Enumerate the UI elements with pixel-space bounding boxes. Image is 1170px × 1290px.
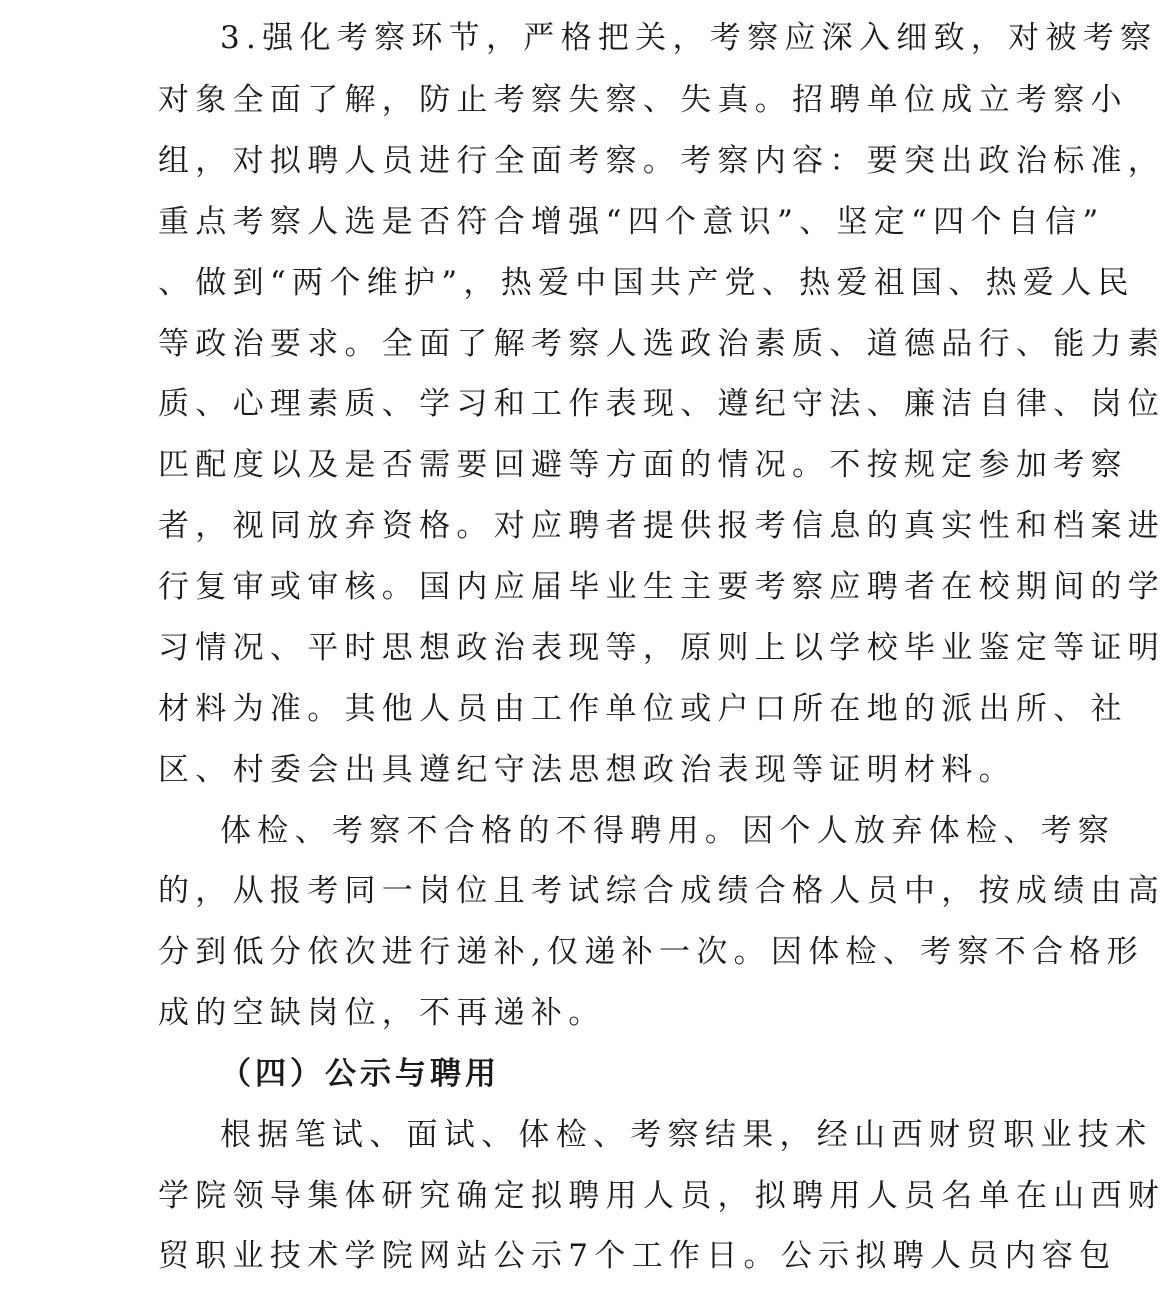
paragraph-line: 对象全面了解，防止考察失察、失真。招聘单位成立考察小 — [158, 82, 1128, 118]
paragraph-line: 的，从报考同一岗位且考试综合成绩合格人员中，按成绩由高 — [158, 873, 1166, 909]
paragraph-line: 、做到“两个维护”，热爱中国共产党、热爱祖国、热爱人民 — [158, 265, 1135, 301]
paragraph-line: 贸职业技术学院网站公示7个工作日。公示拟聘人员内容包 — [158, 1238, 1117, 1274]
paragraph-line: 等政治要求。全面了解考察人选政治素质、道德品行、能力素 — [158, 326, 1166, 362]
paragraph-line: 行复审或审核。国内应届毕业生主要考察应聘者在校期间的学 — [158, 569, 1166, 605]
paragraph-line: 体检、考察不合格的不得聘用。因个人放弃体检、考察 — [220, 813, 1116, 849]
paragraph-line: 学院领导集体研究确定拟聘用人员，拟聘用人员名单在山西财 — [158, 1178, 1166, 1214]
paragraph-line: 3.强化考察环节，严格把关，考察应深入细致，对被考察 — [220, 20, 1158, 56]
paragraph-line: 者，视同放弃资格。对应聘者提供报考信息的真实性和档案进 — [158, 508, 1166, 544]
paragraph-line: 重点考察人选是否符合增强“四个意识”、坚定“四个自信” — [158, 204, 1105, 240]
section-heading: （四）公示与聘用 — [220, 1056, 500, 1092]
paragraph-line: 质、心理素质、学习和工作表现、遵纪守法、廉洁自律、岗位 — [158, 386, 1166, 422]
paragraph-line: 材料为准。其他人员由工作单位或户口所在地的派出所、社 — [158, 691, 1128, 727]
paragraph-line: 组，对拟聘人员进行全面考察。考察内容：要突出政治标准， — [158, 143, 1166, 179]
paragraph-line: 分到低分依次进行递补,仅递补一次。因体检、考察不合格形 — [158, 934, 1144, 970]
paragraph-line: 根据笔试、面试、体检、考察结果，经山西财贸职业技术 — [220, 1117, 1153, 1153]
paragraph-line: 区、村委会出具遵纪守法思想政治表现等证明材料。 — [158, 752, 1016, 788]
paragraph-line: 成的空缺岗位，不再递补。 — [158, 995, 606, 1031]
paragraph-line: 习情况、平时思想政治表现等，原则上以学校毕业鉴定等证明 — [158, 630, 1166, 666]
paragraph-line: 匹配度以及是否需要回避等方面的情况。不按规定参加考察 — [158, 447, 1128, 483]
